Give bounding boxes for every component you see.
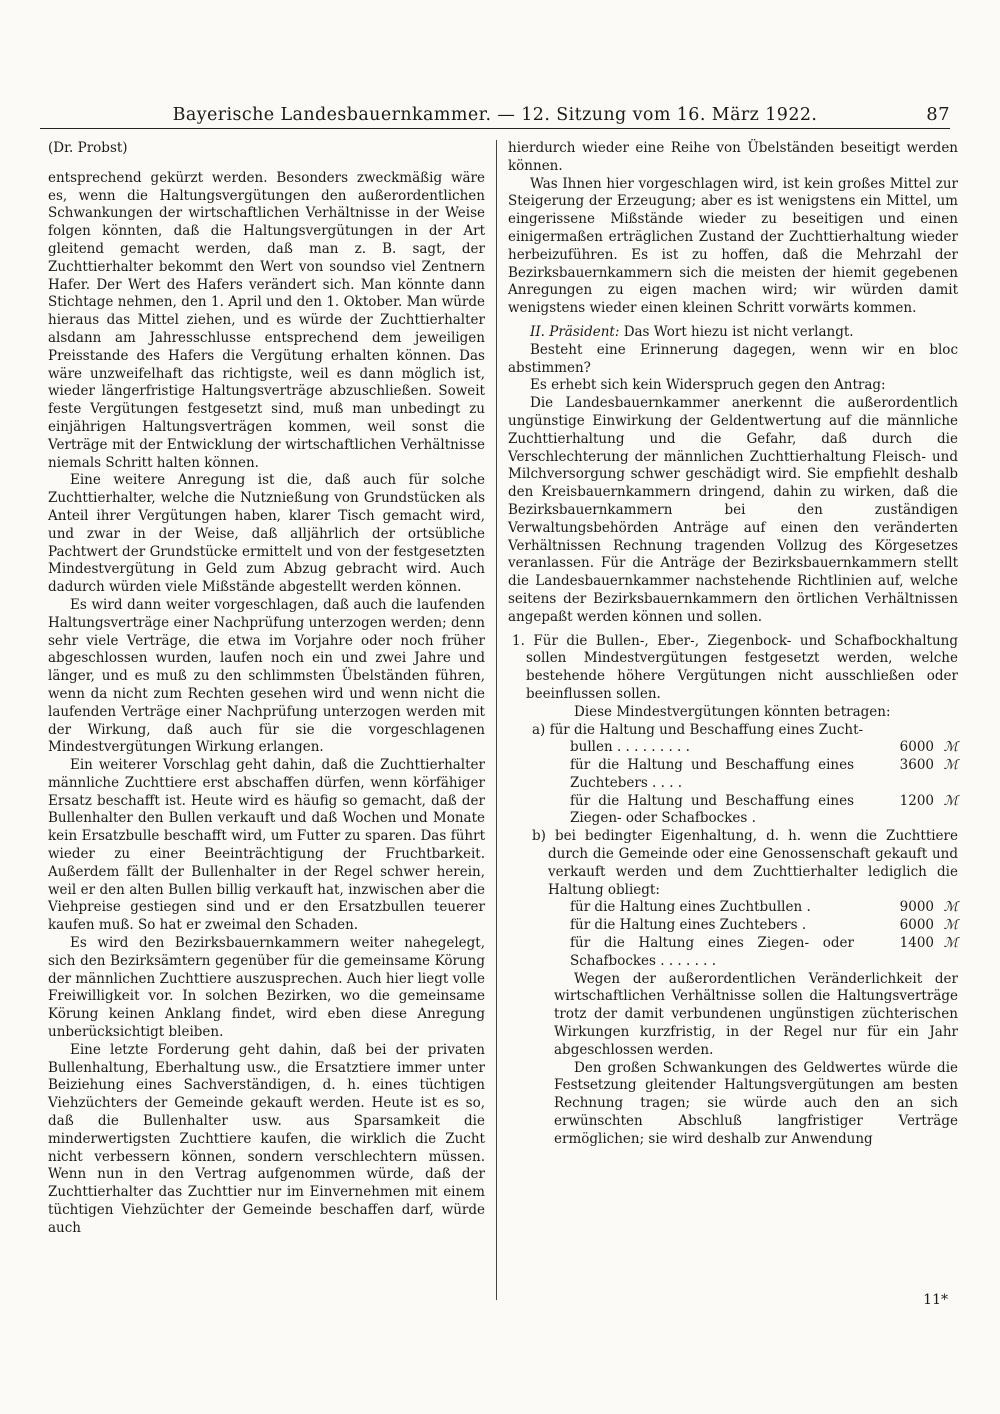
paragraph: Es erhebt sich kein Widerspruch gegen den Antrag: — [530, 377, 886, 394]
sub-item-a: a) für die Haltung und Beschaffung eines Zucht- — [532, 721, 864, 738]
paragraph: Den großen Schwankungen des Geldwertes würde die Festsetzung gleitender Haltungsvergütungen am besten Rechnung tragen; sie würde auch den an sich erwünschten Abschluß langfristiger Verträge ermöglichen; sie wird deshalb zur Anwendung — [554, 1059, 958, 1147]
signature-mark: 11* — [923, 1292, 948, 1308]
president-statement — [508, 324, 958, 342]
left-column — [48, 140, 485, 1238]
list-item: 1. Für die Bullen-, Eber-, Ziegenbock- und Schafbockhaltung sollen Mindestvergütungen festgesetzt werden, welche bestehende höhere Vergütungen nicht ausschließen oder beeinflussen sollen. — [512, 632, 958, 702]
amount-row: für die Haltung eines Zuchtbullen . 9000 ℳ — [570, 899, 958, 916]
paragraph: entsprechend gekürzt werden. Besonders zweckmäßig wäre es, wenn die Haltungsvergütungen den außerordentlichen Schwankungen der wirtschaftlichen Verhältnisse in der Weise folgen könnten, daß die Haltungsvergütungen in der Art gleitend gemacht werden, daß man z. B. sagt, der Zuchttierhalter bekommt den Wert von soundso viel Zentnern Hafer. Der Wert des Hafers verändert sich. Man könnte dann Stichtage nehmen, den 1. April und den 1. Oktober. Man würde hieraus das Mittel ziehen, und es würde der Zuchttierhalter alsdann am Jahresschlusse entsprechend dem jeweiligen Preisstande des Hafers die Vergütung erhalten können. Das wäre unzweifelhaft das richtigste, weil es dann möglich ist, wieder längerfristige Haltungsverträge abzuschließen. Soweit feste Vergütungen festgesetzt sind, muß man unbedingt zu einjährigen Haltungsverträgen kommen, weil sonst die Verträge mit der Entwicklung der wirtschaftlichen Verhältnisse niemals Schritt halten können. — [48, 169, 485, 471]
column-divider — [496, 140, 497, 1300]
paragraph: Eine letzte Forderung geht dahin, daß bei der privaten Bullenhaltung, Eberhaltung usw., die Ersatztiere immer unter Beiziehung eines Sachverständigen, d. h. eines tüchtigen Viehzüchters der Gemeinde gekauft werden. Heute ist es so, daß die Bullenhalter usw. aus Sparsamkeit die minderwertigsten Zuchttiere kaufen, die wirklich die Zucht nicht verbessern können, sondern verschlechtern müssen. Wenn nun in den Vertrag aufgenommen würde, daß der Zuchttierhalter das Zuchttier nur im Einvernehmen mit einem tüchtigen Viehzüchter der Gemeinde beschaffen darf, würde auch — [48, 1041, 485, 1236]
amount-row: für die Haltung und Beschaffung eines Ziegen- oder Schafbockes . 1200 ℳ — [570, 792, 958, 827]
paragraph: Ein weiterer Vorschlag geht dahin, daß die Zuchttierhalter männliche Zuchttiere erst abschaffen dürfen, wenn körfähiger Ersatz beschafft ist. Heute wird es häufig so gemacht, daß der Bullenhalter den Bullen verkauft und daß Wochen und Monate kein Ersatzbulle beschafft wird, um Futter zu sparen. Das führt wieder zu einer Beeinträchtigung der Fruchtbarkeit. Außerdem fällt der Bullenhalter in der Regel schwer herein, weil er den alten Bullen billig verkauft hat, inzwischen aber die Viehpreise gestiegen sind und er den Ersatzbullen teuerer kaufen muß. So hat er zweimal den Schaden. — [48, 757, 485, 934]
header-title: Bayerische Landesbauernkammer. — 12. Sitzung vom 16. März 1922. — [172, 105, 818, 125]
list-item-intro: Diese Mindestvergütungen könnten betragen: — [574, 703, 891, 720]
speaker-name: (Dr. Probst) — [48, 140, 128, 156]
paragraph: Eine weitere Anregung ist die, daß auch für solche Zuchttierhalter, welche die Nutznießung von Grundstücken als Anteil ihrer Vergütungen haben, klarer Tisch gemacht wird, und zwar in der Weise, daß alljährlich der ortsübliche Pachtwert der Grundstücke ermittelt und von der festgesetzten Mindestvergütung in Geld zum Abzug gebracht wird. Auch dadurch würden viele Mißstände abgestellt werden können. — [48, 472, 485, 596]
president-label: II. Präsident: — [530, 323, 620, 340]
running-header — [40, 100, 950, 129]
paragraph: Besteht eine Erinnerung dagegen, wenn wir en bloc abstimmen? — [508, 341, 958, 376]
paragraph: Es wird dann weiter vorgeschlagen, daß auch die laufenden Haltungsverträge einer Nachprüfung unterzogen werden; denn sehr viele Verträge, die etwa im Vorjahre oder noch früher abgeschlossen wurden, laufen noch ein und zwei Jahre und länger, und es muß zu den schlimmsten Übelständen führen, wenn da nicht zum Rechten gesehen wird und wenn nicht die laufenden Verträge einer Nachprüfung unterzogen werden mit der Wirkung, daß auch für sie die vorgeschlagenen Mindestvergütungen Wirkung erlangen. — [48, 596, 485, 756]
paragraph: Wegen der außerordentlichen Veränderlichkeit der wirtschaftlichen Verhältnisse sollen die Haltungsverträge trotz der damit verbundenen ungünstigen züchterischen Wirkungen kurzfristig, in der Regel nur für ein Jahr abgeschlossen werden. — [554, 970, 958, 1058]
amount-row: bullen . . . . . . . . . 6000 ℳ — [570, 739, 958, 756]
amount-row: für die Haltung und Beschaffung eines Zuchtebers . . . . 3600 ℳ — [570, 757, 958, 791]
paragraph: hierdurch wieder eine Reihe von Übelständen beseitigt werden können. — [508, 140, 958, 174]
right-column — [508, 140, 958, 1149]
president-text: Das Wort hiezu ist nicht verlangt. — [623, 323, 854, 340]
page-number: 87 — [926, 104, 950, 125]
resolution-text: Die Landesbauernkammer anerkennt die außerordentlich ungünstige Einwirkung der Geldentwertung auf die männliche Zuchttierhaltung und die Gefahr, daß durch die Verschlechterung der männlichen Zuchttierhaltung Fleisch- und Milchversorgung schwer geschädigt wird. Sie empfiehlt deshalb den Kreisbauernkammern dringend, dahin zu wirken, daß die Bezirksbauernkammern bei den zuständigen Verwaltungsbehörden Anträge auf einen den veränderten Verhältnissen Rechnung tragenden Vollzug des Körgesetzes veranlassen. Für die Anträge der Bezirksbauernkammern stellt die Landesbauernkammer nachstehende Richtlinien auf, welche seitens der Bezirksbauernkammern den örtlichen Verhältnissen angepaßt werden können und sollen. — [508, 395, 958, 625]
paragraph: Was Ihnen hier vorgeschlagen wird, ist kein großes Mittel zur Steigerung der Erzeugung; aber es ist wenigstens ein Mittel, um eingerissene Mißstände wieder zu beseitigen und einen einigermaßen erträglichen Zustand der Zuchttierhaltung wieder herbeizuführen. Es ist zu hoffen, daß die Mehrzahl der Bezirksbauernkammern sich die meisten der hiemit gegebenen Anregungen zu eigen machen wird; wir würden damit wenigstens wieder einen kleinen Schritt vorwärts kommen. — [508, 175, 958, 317]
sub-item-b: b) bei bedingter Eigenhaltung, d. h. wenn die Zuchttiere durch die Gemeinde oder eine Genossenschaft gekauft und verkauft werden und dem Zuchttierhalter lediglich die Haltung obliegt: — [532, 828, 958, 898]
amount-row: für die Haltung eines Ziegen- oder Schafbockes . . . . . . . 1400 ℳ — [570, 935, 958, 969]
paragraph: Es wird den Bezirksbauernkammern weiter nahegelegt, sich den Bezirksämtern gegenüber für die gemeinsame Körung der männlichen Zuchttiere auszusprechen. Auch hier liegt volle Freiwilligkeit vor. In solchen Bezirken, wo die gemeinsame Körung keinen Anklang findet, wird eben diese Anregung unberücksichtigt bleiben. — [48, 935, 485, 1041]
amount-row: für die Haltung eines Zuchtebers . 6000 ℳ — [570, 917, 958, 934]
